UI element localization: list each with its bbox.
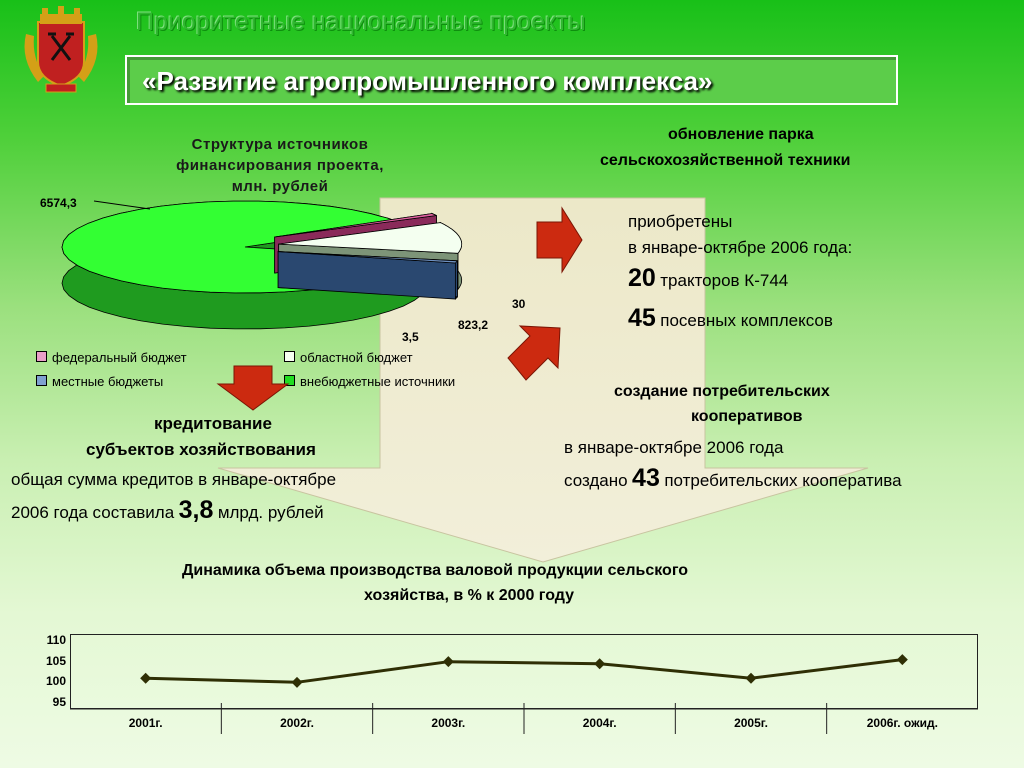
legend-label: местные бюджеты — [52, 374, 164, 389]
data-point — [746, 673, 757, 684]
x-tick-label: 2006г. ожид. — [866, 716, 938, 730]
pie-title-line: финансирования проекта, — [176, 157, 384, 174]
coop-line: в январе-октябре 2006 года — [564, 438, 784, 457]
x-tick-label: 2002г. — [280, 716, 314, 730]
pie-value-label: 30 — [512, 297, 526, 311]
x-tick-label: 2003г. — [431, 716, 466, 730]
credit-amount: 3,8 — [178, 496, 214, 524]
pie-title-line: млн. рублей — [231, 178, 329, 195]
data-point — [443, 656, 454, 667]
coop-heading: кооперативов — [691, 408, 803, 425]
data-point — [140, 673, 151, 684]
credit-heading: кредитование — [154, 414, 272, 433]
y-tick-label: 105 — [45, 653, 66, 668]
credit-suffix: млрд. рублей — [217, 503, 324, 522]
pie-value-label: 823,2 — [458, 318, 489, 332]
credit-heading: субъектов хозяйствования — [86, 440, 316, 459]
seeding-label: посевных комплексов — [660, 311, 833, 330]
update-line: в январе-октябре 2006 года: — [628, 238, 853, 257]
coop-suffix: потребительских кооператива — [664, 471, 902, 490]
data-point — [897, 654, 908, 665]
legend-label: внебюджетные источники — [300, 374, 456, 389]
line-chart-title: хозяйства, в % к 2000 году — [364, 587, 575, 604]
update-heading: сельскохозяйственной техники — [600, 152, 851, 169]
credit-line: общая сумма кредитов в январе-октябре — [11, 470, 337, 489]
y-tick-label: 110 — [46, 633, 66, 647]
series-line — [146, 660, 903, 683]
coop-count: 43 — [632, 464, 660, 492]
credit-prefix: 2006 года составила — [11, 503, 175, 522]
y-tick-label: 100 — [45, 674, 66, 689]
page-subtitle: Приоритетные национальные проекты — [136, 8, 586, 36]
x-tick-label: 2001г. — [128, 716, 163, 730]
y-tick-label: 95 — [52, 695, 66, 709]
tractors-label: тракторов К-744 — [660, 271, 789, 290]
update-heading: обновление парка — [668, 126, 814, 143]
data-point — [292, 677, 303, 688]
legend-label: федеральный бюджет — [52, 350, 187, 365]
legend-label: областной бюджет — [300, 350, 413, 365]
seeding-count: 45 — [628, 304, 656, 332]
pie-title-line: Структура источников — [191, 136, 369, 153]
page-title: «Развитие агропромышленного комплекса» — [142, 66, 713, 96]
coop-heading: создание потребительских — [614, 383, 830, 400]
line-chart-title: Динамика объема производства валовой продукции сельского — [182, 562, 689, 579]
tractors-count: 20 — [628, 264, 656, 292]
x-tick-label: 2005г. — [734, 716, 768, 730]
pie-value-label: 6574,3 — [40, 196, 77, 210]
data-point — [594, 658, 605, 669]
x-tick-label: 2004г. — [582, 716, 617, 730]
update-line: приобретены — [628, 212, 733, 231]
pie-value-label: 3,5 — [402, 330, 419, 344]
coop-prefix: создано — [564, 471, 628, 490]
